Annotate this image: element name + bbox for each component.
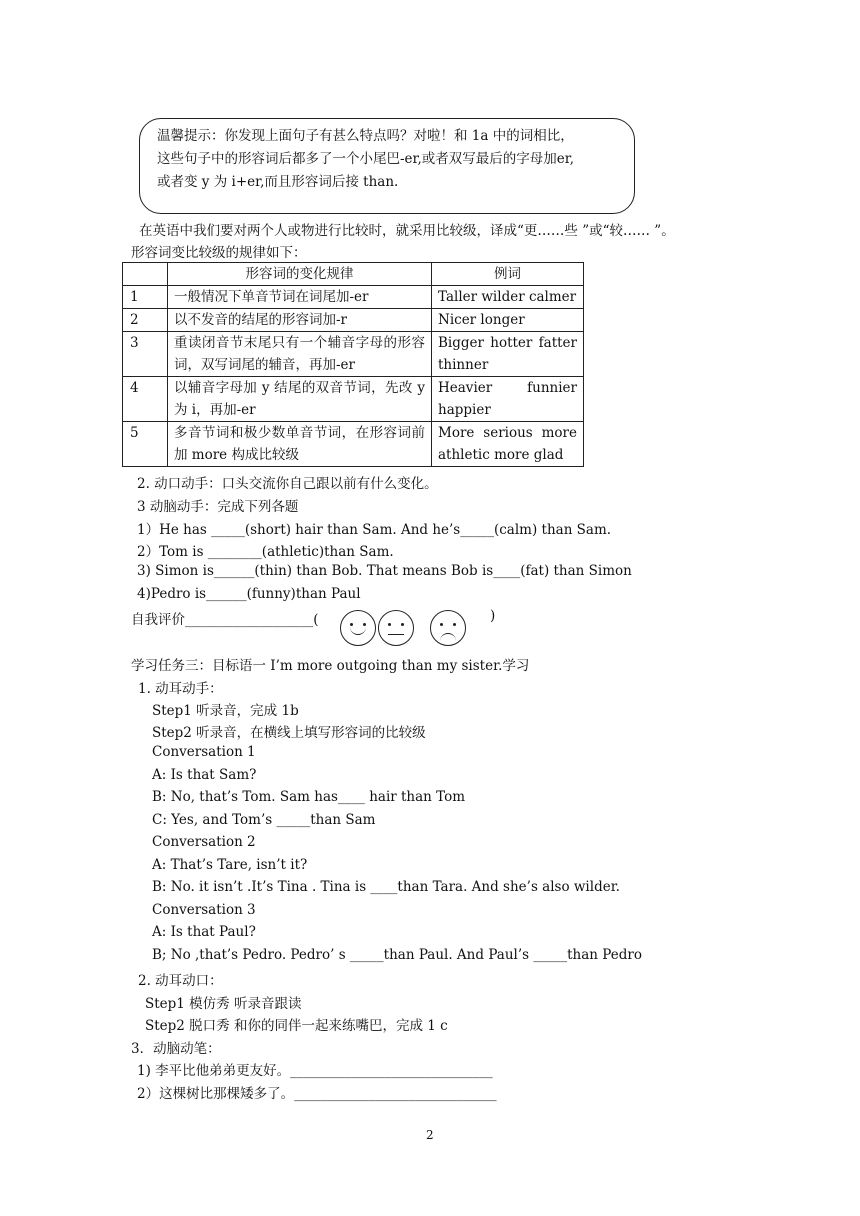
oral-practice-heading: 2. 动口动手：口头交流你自己跟以前有什么变化。 (137, 476, 438, 492)
conversation-3-b: B; No ,that’s Pedro. Pedro’ s _____than Paul. And Paul’s _____than Pedro (152, 947, 642, 963)
tip-box (139, 118, 635, 214)
ear-hand-heading: 1. 动耳动手： (138, 681, 223, 697)
conversation-3-title: Conversation 3 (152, 902, 256, 918)
row-example: Nicer longer (432, 309, 584, 332)
conversation-2-title: Conversation 2 (152, 834, 256, 850)
brain-pen-heading: 3．动脑动笔： (131, 1041, 221, 1057)
row-rule: 一般情况下单音节词在词尾加-er (168, 286, 432, 309)
self-evaluation-close: ) (490, 608, 496, 624)
row-number: 1 (123, 286, 168, 309)
conversation-1-c: C: Yes, and Tom’s _____than Sam (152, 812, 376, 828)
step1-line: Step1 听录音，完成 1b (152, 703, 299, 719)
row-rule: 以辅音字母加 y 结尾的双音节词，先改 y 为 i，再加-er (168, 377, 432, 422)
row-rule: 多音节词和极少数单音节词，在形容词前加 more 构成比较级 (168, 422, 432, 467)
row-rule: 以不发音的结尾的形容词加-r (168, 309, 432, 332)
self-evaluation-label: 自我评价___________________( (131, 612, 319, 628)
sad-face-icon (430, 610, 466, 646)
conversation-2-b: B: No. it isn’t .It’s Tina . Tina is ____than Tara. And she’s also wilder. (152, 879, 620, 895)
neutral-face-icon (378, 610, 414, 646)
table-row (123, 377, 584, 422)
tip-line-1: 温馨提示：你发现上面句子有甚么特点吗？对啦！和 1a 中的词相比， (157, 128, 574, 144)
table-row (123, 332, 584, 377)
row-example: Bigger hotter fatter thinner (432, 332, 584, 377)
table-row (123, 422, 584, 467)
exercise-q2: 2）Tom is ________(athletic)than Sam. (137, 544, 394, 560)
row-example: More serious more athletic more glad (432, 422, 584, 467)
table-header-cell: 形容词的变化规律 (168, 263, 432, 286)
page-number: 2 (426, 1128, 434, 1142)
row-number: 4 (123, 377, 168, 422)
exercise-q4: 4)Pedro is______(funny)than Paul (137, 586, 361, 602)
row-number: 2 (123, 309, 168, 332)
exercise-q1: 1）He has _____(short) hair than Sam. And he’s_____(calm) than Sam. (137, 522, 612, 538)
conversation-1-b: B: No, that’s Tom. Sam has____ hair than Tom (152, 789, 466, 805)
talk-show-step: Step2 脱口秀 和你的同伴一起来练嘴巴，完成 1 c (145, 1018, 448, 1034)
table-header-cell (123, 263, 168, 286)
row-rule: 重读闭音节末尾只有一个辅音字母的形容词，双写词尾的辅音，再加-er (168, 332, 432, 377)
happy-face-icon (340, 610, 376, 646)
row-example: Taller wilder calmer (432, 286, 584, 309)
translation-item-2: 2）这棵树比那棵矮多了。______________________________ (137, 1086, 497, 1102)
table-header-row (123, 263, 584, 286)
comparative-rules-table (122, 262, 584, 467)
row-example: Heavier funnier happier (432, 377, 584, 422)
intro-line-2: 形容词变比较级的规律如下： (131, 245, 307, 261)
exercise-q3: 3) Simon is______(thin) than Bob. That means Bob is____(fat) than Simon (137, 563, 632, 579)
tip-line-2: 这些句子中的形容词后都多了一个小尾巴-er,或者双写最后的字母加er, (157, 151, 575, 167)
conversation-1-a: A: Is that Sam? (152, 767, 257, 783)
brain-practice-heading: 3 动脑动手：完成下列各题 (137, 499, 299, 515)
conversation-1-title: Conversation 1 (152, 744, 256, 760)
imitation-step: Step1 模仿秀 听录音跟读 (145, 996, 302, 1012)
step2-line: Step2 听录音，在横线上填写形容词的比较级 (152, 725, 426, 741)
table-row (123, 286, 584, 309)
table-row (123, 309, 584, 332)
tip-line-3: 或者变 y 为 i+er,而且形容词后接 than. (157, 174, 399, 190)
conversation-3-a: A: Is that Paul? (152, 924, 256, 940)
conversation-2-a: A: That’s Tare, isn’t it? (152, 857, 308, 873)
table-header-cell: 例词 (432, 263, 584, 286)
translation-item-1: 1) 李平比他弟弟更友好。______________________________ (137, 1063, 493, 1079)
task3-title: 学习任务三：目标语一 I’m more outgoing than my sister.学习 (131, 658, 530, 674)
row-number: 3 (123, 332, 168, 377)
intro-line-1: 在英语中我们要对两个人或物进行比较时，就采用比较级，译成“更……些 ”或“较…… ”。 (139, 223, 675, 239)
row-number: 5 (123, 422, 168, 467)
ear-mouth-heading: 2. 动耳动口： (138, 973, 223, 989)
